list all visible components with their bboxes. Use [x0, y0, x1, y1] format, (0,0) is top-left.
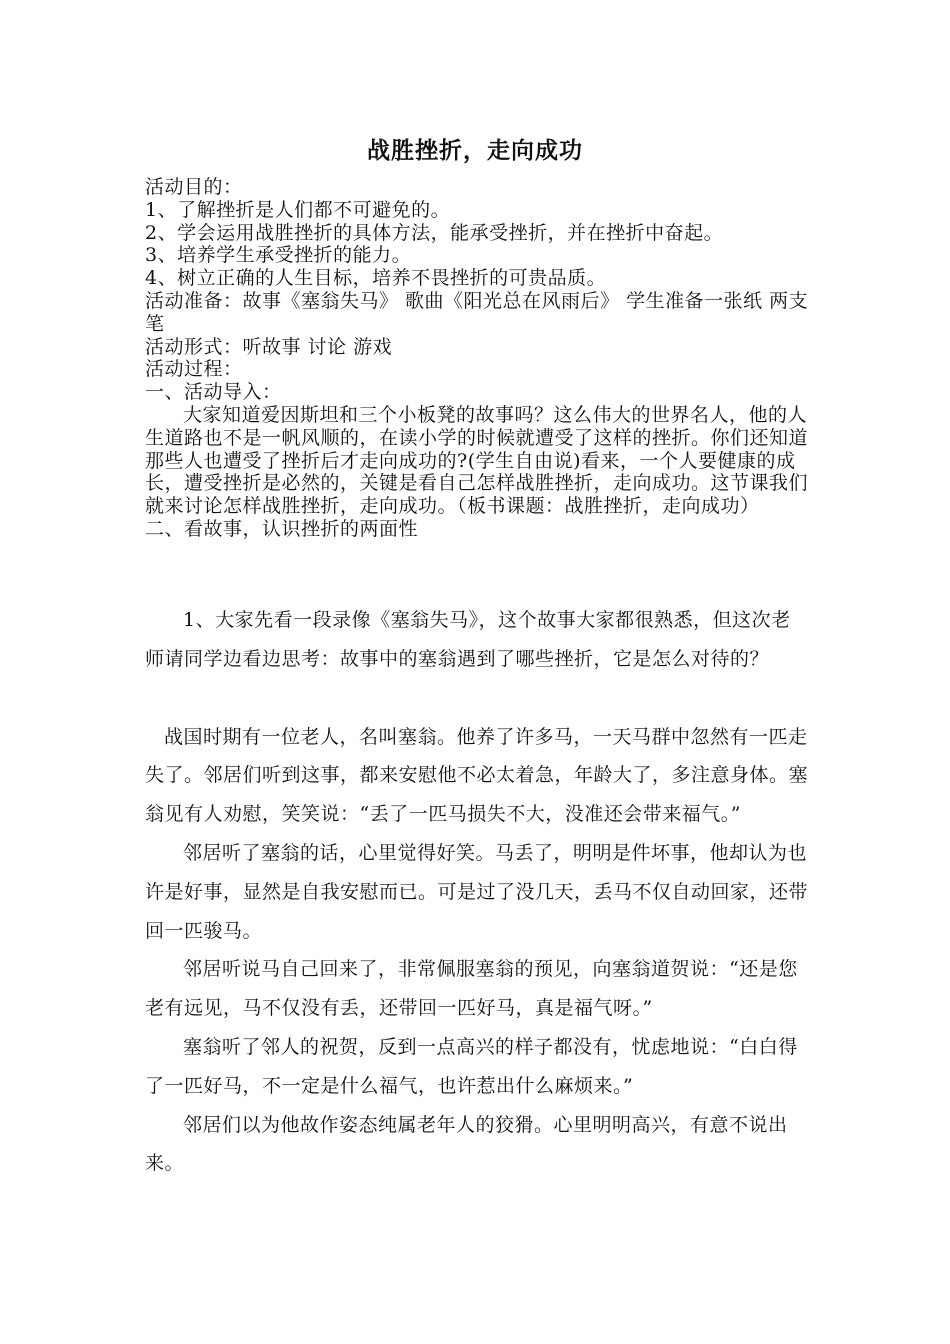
purpose-item-1: 1、了解挫折是人们都不可避免的。: [145, 198, 451, 221]
story-prompt: 1、大家先看一段录像《塞翁失马》，这个故事大家都很熟悉，但这次老师请同学边看边思考：故事中的塞翁遇到了哪些挫折，它是怎么对待的？: [145, 609, 791, 670]
story-paragraph-3: 邻居听说马自己回来了，非常佩服塞翁的预见，向塞翁道贺说：“还是您老有远见，马不仅没有丢，还带回一匹好马，真是福气呀。”: [145, 958, 798, 1020]
story-paragraph-5: 邻居们以为他故作姿态纯属老年人的狡猾。心里明明高兴，有意不说出来。: [145, 1113, 788, 1175]
story-section: [145, 601, 810, 1183]
purpose-item-3: 3、培养学生承受挫折的能力。: [145, 244, 412, 267]
format-line: 活动形式：听故事 讨论 游戏: [145, 335, 393, 358]
activity-plan: [145, 176, 810, 541]
purpose-heading: 活动目的：: [145, 176, 243, 198]
purpose-item-4: 4、树立正确的人生目标，培养不畏挫折的可贵品质。: [145, 267, 607, 290]
story-paragraph-4: 塞翁听了邻人的祝贺，反到一点高兴的样子都没有，忧虑地说：“白白得了一匹好马，不一定是什么福气，也许惹出什么麻烦来。”: [145, 1035, 798, 1097]
preparation-line: 活动准备：故事《塞翁失马》 歌曲《阳光总在风雨后》 学生准备一张纸 两支笔: [145, 289, 809, 335]
process-heading: 活动过程：: [145, 358, 243, 381]
story-paragraph-1: 战国时期有一位老人，名叫塞翁。他养了许多马，一天马群中忽然有一匹走失了。邻居们听到这事，都来安慰他不必太着急，年龄大了，多注意身体。塞翁见有人劝慰，笑笑说：“丢了一匹马损失不大，没准还会带来福气。”: [145, 725, 809, 826]
purpose-item-2: 2、学会运用战胜挫折的具体方法，能承受挫折，并在挫折中奋起。: [145, 221, 724, 244]
story-paragraph-2: 邻居听了塞翁的话，心里觉得好笑。马丢了，明明是件坏事，他却认为也许是好事，显然是自我安慰而已。可是过了没几天，丢马不仅自动回家，还带回一匹骏马。: [145, 841, 809, 942]
intro-paragraph: 大家知道爱因斯坦和三个小板凳的故事吗？这么伟大的世界名人，他的人生道路也不是一帆风顺的，在读小学的时候就遭受了这样的挫折。你们还知道那些人也遭受了挫折后才走向成功的?(学生自由说)看来，一个人要健康的成长，遭受挫折是必然的，关键是看自己怎样战胜挫折，走向成功。这节课我们就来讨论怎样战胜挫折，走向成功。（板书课题：战胜挫折，走向成功）: [145, 403, 809, 518]
blank-line: [145, 679, 810, 718]
section-two-heading: 二、看故事，认识挫折的两面性: [145, 517, 419, 540]
section-one-heading: 一、活动导入：: [145, 381, 282, 404]
page-title: 战胜挫折，走向成功: [367, 138, 583, 164]
